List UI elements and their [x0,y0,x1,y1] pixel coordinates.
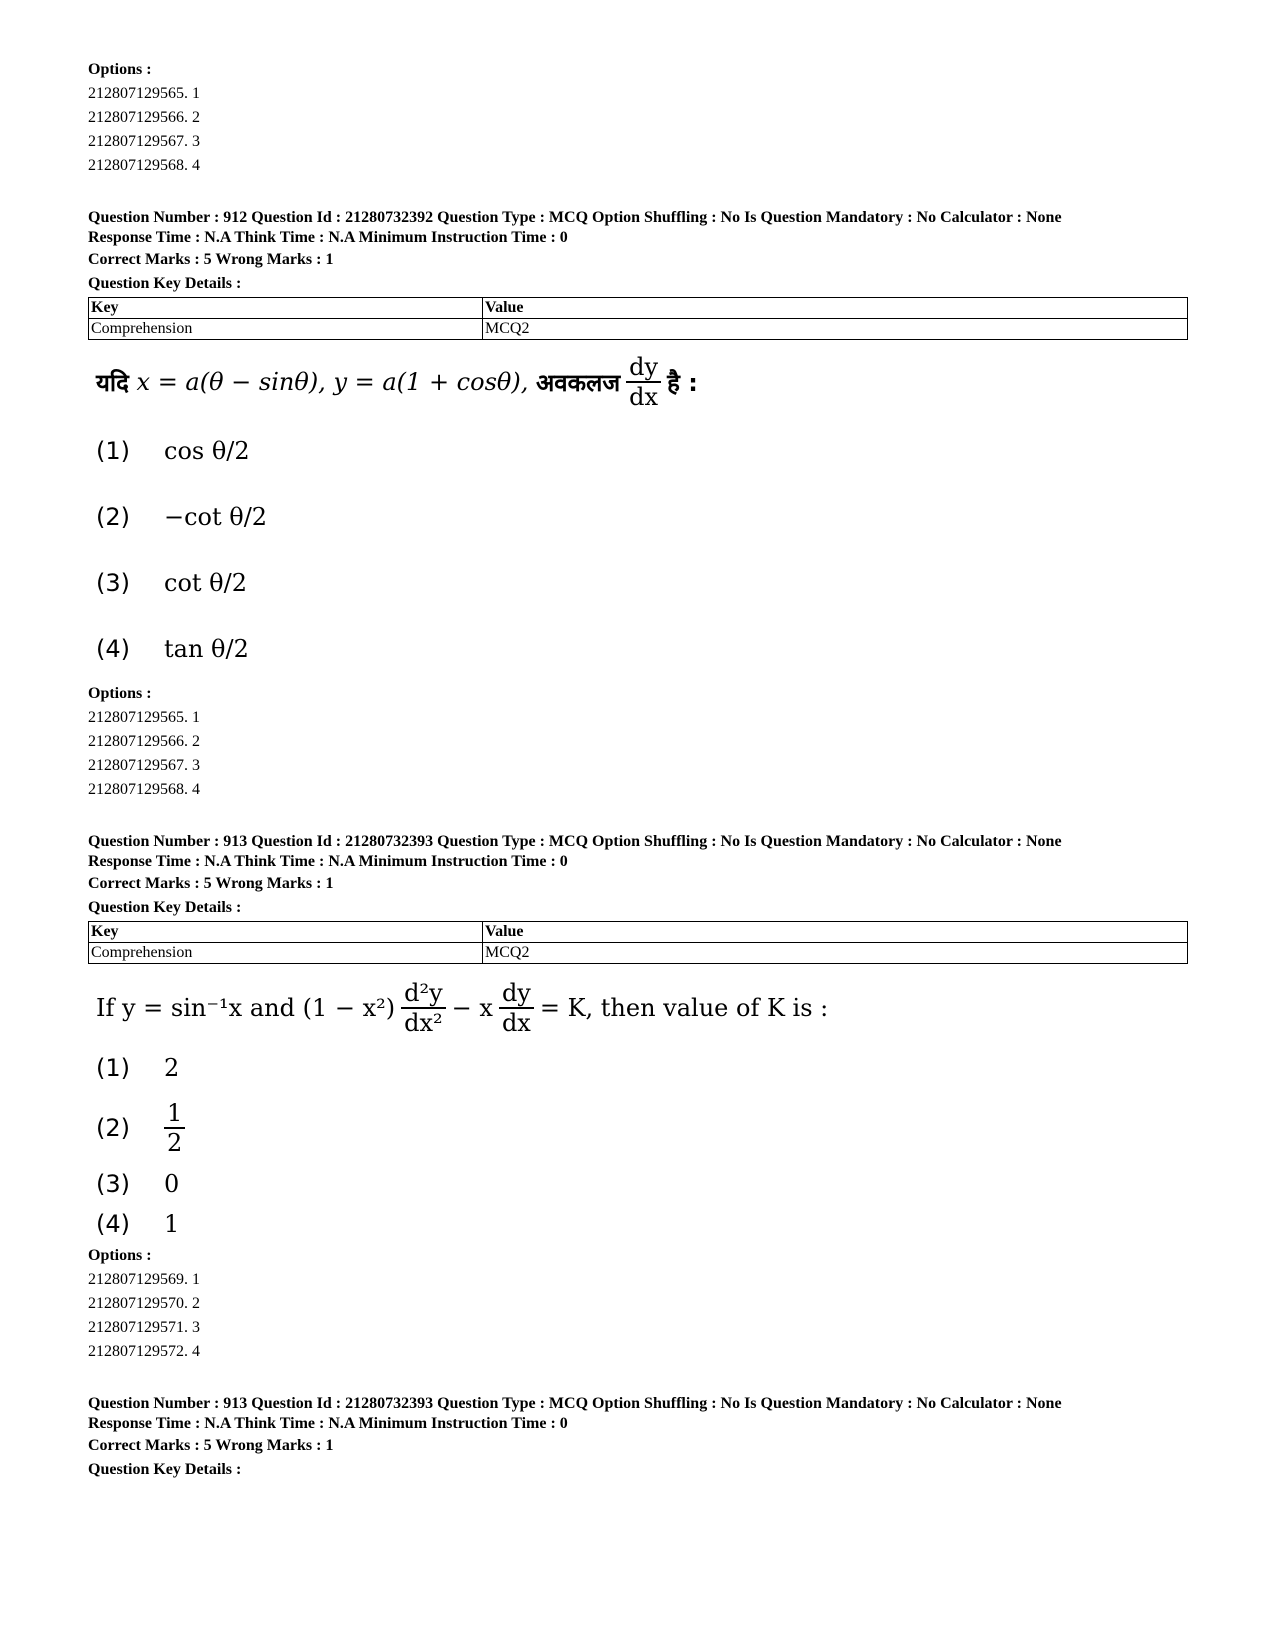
option-item: 212807129567. 3 [88,133,200,150]
key-cell: Comprehension [89,943,483,964]
fraction-denominator: dx [501,1009,531,1037]
spacer [88,1364,1188,1394]
question-913-repeat [88,1394,1188,1482]
stem-middle: − x [451,994,493,1022]
choice-item [88,550,1188,616]
question-header-line1: Question Number : 912 Question Id : 21280732392 Question Type : MCQ Option Shuffling : No Is Question Mandatory : No Calculator : None [88,209,1062,226]
choice-value: tan θ/2 [164,635,249,663]
value-header: Value [483,922,1188,943]
stem-word: अवकलज [535,368,621,397]
choice-item [88,1092,1188,1164]
question-key-details-label: Question Key Details : [88,1461,242,1478]
document-page [88,58,1188,1482]
fraction-numerator: 1 [164,1101,185,1129]
question-marks: Correct Marks : 5 Wrong Marks : 1 [88,875,334,892]
question-key-table [88,297,1188,340]
value-cell: MCQ2 [483,943,1188,964]
choice-fraction [164,1101,185,1155]
option-item: 212807129566. 2 [88,733,200,750]
value-cell: MCQ2 [483,319,1188,340]
choice-number: (1) [96,437,130,465]
question-header-line1: Question Number : 913 Question Id : 21280732393 Question Type : MCQ Option Shuffling : No Is Question Mandatory : No Calculator : None [88,1395,1062,1412]
choice-list [88,418,1188,682]
fraction-numerator: dy [626,355,661,383]
question-header-line2: Response Time : N.A Think Time : N.A Minimum Instruction Time : 0 [88,853,568,870]
question-913 [88,832,1188,1364]
choice-list [88,1044,1188,1244]
stem-derivative-fraction [626,355,661,409]
options-label: Options : [88,685,152,702]
choice-number: (3) [96,1170,130,1198]
choice-item [88,1204,1188,1244]
stem-suffix: = K, then value of K is : [539,994,829,1022]
option-item: 212807129565. 1 [88,709,200,726]
choice-number: (4) [96,635,130,663]
choice-number: (4) [96,1210,130,1238]
choice-value: cos θ/2 [164,437,250,465]
options-label: Options : [88,61,152,78]
question-marks: Correct Marks : 5 Wrong Marks : 1 [88,251,334,268]
fraction-numerator: d²y [401,981,446,1009]
stem-prefix: यदि [96,368,129,397]
choice-item [88,418,1188,484]
question-stem [88,980,1188,1036]
stem-derivative-fraction [499,981,534,1035]
fraction-denominator: 2 [167,1129,183,1157]
question-912 [88,208,1188,802]
options-label: Options : [88,1247,152,1264]
option-item: 212807129572. 4 [88,1343,200,1360]
question-header-line2: Response Time : N.A Think Time : N.A Minimum Instruction Time : 0 [88,1415,568,1432]
option-item: 212807129568. 4 [88,157,200,174]
question-key-table [88,921,1188,964]
choice-value: 1 [164,1210,180,1238]
choice-item [88,1044,1188,1092]
stem-suffix: है : [667,368,698,397]
choice-item [88,616,1188,682]
fraction-denominator: dx [629,383,659,411]
choice-number: (3) [96,569,130,597]
question-stem [88,354,1188,410]
stem-prefix: If y = sin⁻¹x and (1 − x²) [96,994,396,1022]
question-header-line2: Response Time : N.A Think Time : N.A Minimum Instruction Time : 0 [88,229,568,246]
question-header-line1: Question Number : 913 Question Id : 21280732393 Question Type : MCQ Option Shuffling : No Is Question Mandatory : No Calculator : None [88,833,1062,850]
option-item: 212807129565. 1 [88,85,200,102]
choice-value: cot θ/2 [164,569,247,597]
choice-number: (1) [96,1054,130,1082]
spacer [88,178,1188,208]
choice-number: (2) [96,1114,130,1142]
choice-number: (2) [96,503,130,531]
choice-value: 0 [164,1170,180,1198]
option-item: 212807129571. 3 [88,1319,200,1336]
key-header: Key [89,298,483,319]
top-options-block [88,58,1188,178]
choice-item [88,1164,1188,1204]
option-item: 212807129566. 2 [88,109,200,126]
question-key-details-label: Question Key Details : [88,899,242,916]
option-item: 212807129568. 4 [88,781,200,798]
stem-expression: x = a(θ − sinθ), y = a(1 + cosθ), [136,368,529,396]
option-item: 212807129569. 1 [88,1271,200,1288]
choice-value: 2 [164,1054,180,1082]
option-item: 212807129567. 3 [88,757,200,774]
key-cell: Comprehension [89,319,483,340]
value-header: Value [483,298,1188,319]
spacer [88,802,1188,832]
choice-item [88,484,1188,550]
question-key-details-label: Question Key Details : [88,275,242,292]
fraction-numerator: dy [499,981,534,1009]
question-marks: Correct Marks : 5 Wrong Marks : 1 [88,1437,334,1454]
option-item: 212807129570. 2 [88,1295,200,1312]
fraction-denominator: dx² [404,1009,443,1037]
key-header: Key [89,922,483,943]
choice-value: −cot θ/2 [164,503,268,531]
stem-second-derivative-fraction [401,981,446,1035]
